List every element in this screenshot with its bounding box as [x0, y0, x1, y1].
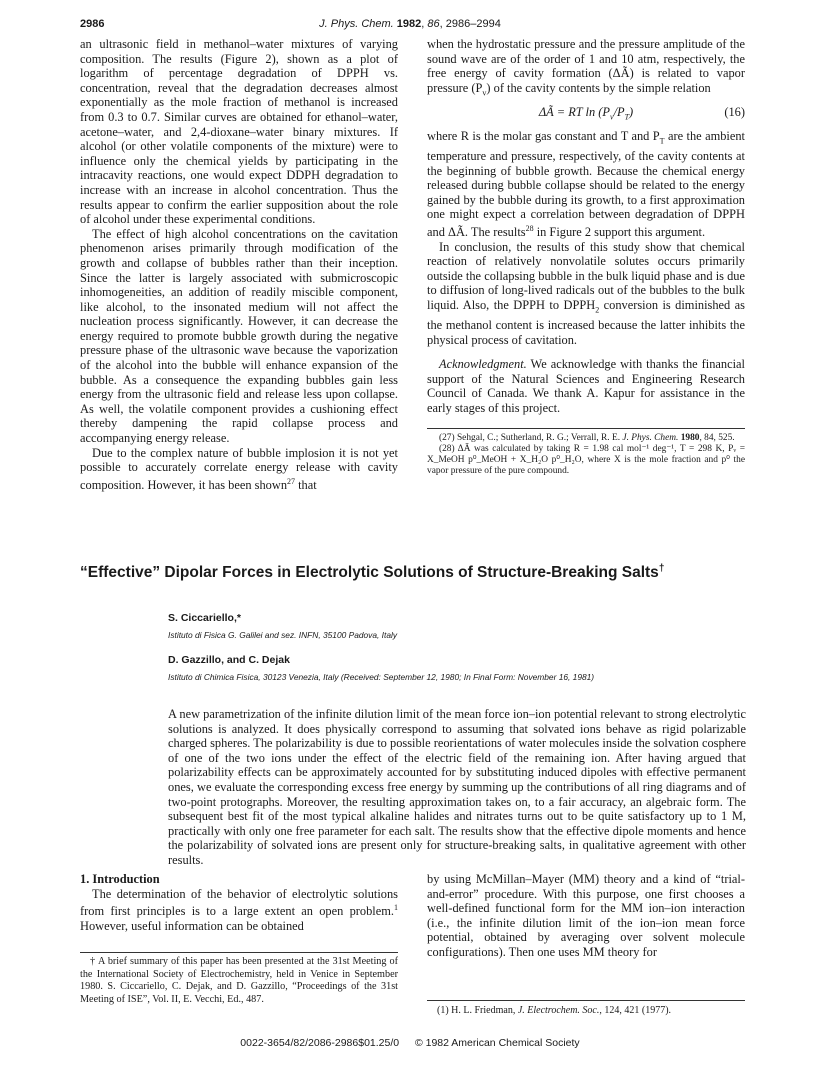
journal-name: J. Phys. Chem. [319, 18, 394, 30]
page-number: 2986 [80, 18, 105, 30]
journal-pages: , 2986–2994 [439, 18, 501, 30]
article-title: “Effective” Dipolar Forces in Electrolytic Solutions of Structure-Breaking Salts† [80, 563, 665, 582]
paragraph: The determination of the behavior of electrolytic solutions from first principles is to a large extent an open problem.$^1$ However, useful information can be obtained [80, 886, 398, 933]
intro-right-column [427, 872, 745, 960]
journal-volume: 86 [427, 18, 440, 30]
citation-ref: 28 [525, 223, 534, 233]
acknowledgment-label: Acknowledgment. [439, 357, 527, 372]
author-line-1: S. Ciccariello,* [168, 612, 241, 624]
title-dagger: † [658, 563, 665, 574]
footnote-rule [427, 1000, 745, 1001]
author-line-2: D. Gazzillo, and C. Dejak [168, 654, 290, 666]
paragraph: an ultrasonic field in methanol–water mixtures of varying composition. The results (Figure 2), shown as a plot of logarithm of percentage degradation of DPPH vs. concentration, reveal that the degradation decreases almost exponentially as the mole fraction of methanol is increased from 0.3 to 0.7. Similar curves are obtained for ethanol–water, acetone–water, and 2,4-dioxane–water binary mixtures. If alcohol (or other volatile components of the mixture) were to influence only the chemical yields by participating in the intracavity reactions, one would expect DDPH degradation to increase with an increase in alcohol concentration. Thus the results appear to confirm the earlier supposition about the role of alcohol under these experimental conditions. [80, 37, 398, 227]
paragraph: by using McMillan–Mayer (MM) theory and a kind of “trial-and-error” procedure. With this purpose, one first chooses a well-defined functional form for the MM ion–ion interaction (i.e., the infinite dilution limit of the ion–ion mean force potential, obtained by averaging over solvent molecule configurations). Then one uses MM theory for [427, 872, 745, 959]
acknowledgment: Acknowledgment. We acknowledge with thanks the financial support of the Natural Sciences and Engineering Research Council of Canada. We thank A. Kapur for assistance in the early stages of this project. [427, 357, 745, 416]
affiliation-2: Istituto di Chimica Fisica, 30123 Venezia, Italy (Received: September 12, 1980; In Final Form: November 16, 1981) [168, 672, 595, 682]
footnote-dagger: † A brief summary of this paper has been presented at the 31st Meeting of the International Society of Electrochemistry, held in Venice in September 1980. S. Ciccariello, C. Dejak, and D. Gazzillo, “Proceedings of the 31st Meeting of ISE”, Vol. II, E. Vecchi, Ed., 487. [80, 956, 398, 1005]
running-header: J. Phys. Chem. 1982, 86, 2986–2994 [319, 18, 501, 30]
intro-left-column [80, 872, 398, 934]
footnote-rule [427, 428, 745, 429]
affiliation-1: Istituto di Fisica G. Galilei and sez. INFN, 35100 Padova, Italy [168, 630, 398, 640]
equation-number: (16) [724, 104, 745, 119]
paragraph: when the hydrostatic pressure and the pressure amplitude of the sound wave are of the order of 1 and 10 atm, respectively, the free energy of cavity formation (ΔÃ) is related to vapor pressure $(P_v)$ of the cavity contents by the simple relation [427, 37, 745, 98]
footnote-27: (27) Sehgal, C.; Sutherland, R. G.; Verrall, R. E. J. Phys. Chem. 1980, 84, 525. [439, 433, 735, 443]
citation-ref: 1 [394, 903, 398, 913]
citation-ref: 27 [287, 476, 296, 486]
journal-year: 1982 [396, 18, 422, 30]
copyright-notice: © 1982 American Chemical Society [414, 1037, 580, 1049]
prev-article-footnotes [427, 433, 745, 477]
paragraph: where R is the molar gas constant and T and $P_T$ are the ambient temperature and pressure, respectively, of the cavity contents at the beginning of bubble growth. Because the chemical energy released during bubble collapse should be related to the energy gained by the bubble during its growth, to a first approximation one might expect a correlation between degradation of DPPH and ΔÃ. The results$^{28}$ in Figure 2 support this argument. [427, 128, 746, 240]
prev-article-left-column [80, 37, 398, 493]
page-footer [0, 1037, 820, 1049]
prev-article-right-column [427, 37, 745, 416]
footnote-1: (1) H. L. Friedman, J. Electrochem. Soc., 124, 421 (1977). [437, 1005, 672, 1016]
article-code: 0022-3654/82/2086-2986$01.25/0 [240, 1037, 400, 1049]
paragraph: Due to the complex nature of bubble implosion it is not yet possible to accurately correlate energy release with cavity composition. However, it has been shown$^{27}$ that [80, 445, 398, 492]
abstract: A new parametrization of the infinite dilution limit of the mean force ion–ion potential relevant to strong electrolytic solutions is analyzed. It does physically correspond to assuming that solvated ions behave as rigid polarizable charged spheres. The polarizability is due to possible reorientations of water molecules inside the solvation cosphere of one of the two ions under the effect of the electric field of the remaining ion. After having argued that polarizability effects can be approximately accounted for by substituting induced dipoles with effective permanent ones, we evaluate the corresponding excess free energy by summing up the contributions of all ring diagrams and of two-point protographs. Moreover, the resulting approximation takes on, to a fair accuracy, an algebraic form. The subsequent best fit of the most typical alkaline halides and nitrates turns out to be quite satisfactory up to 1 M, practically with only one free parameter for each salt. The results show that the effective dipole moments and hence the polarizability of solvated ions are present only for structure-breaking salts, in qualitative agreement with other results. [168, 707, 746, 867]
footnote-rule [80, 952, 398, 953]
footnote-28: (28) ΔÃ was calculated by taking R = 1.98 cal mol⁻¹ deg⁻¹, T = 298 K, Pᵥ = X_MeOH p⁰_MeOH + X_H₂O p⁰_H₂O, where X is the mole fraction and p⁰ the vapor pressure of the pure compound. [427, 444, 745, 476]
section-heading: 1. Introduction [80, 872, 160, 886]
equation-16: ΔÃ = RT $\ln (P_v/P_T)$ (16) [538, 104, 745, 122]
paragraph: The effect of high alcohol concentrations on the cavitation phenomenon arises primarily through modification of the growth and collapse of bubbles rather than their inception. Since the latter is largely associated with submicroscopic inhomogeneities, an addition of readily miscible component, like alcohol, to the insonated medium will not affect the nucleation process significantly. However, it can decrease the energy required to promote bubble growth during the negative pressure phase of the ultrasonic wave because the vaporization of the alcohol into the bubble will enhance expansion of the bubble. As a consequence the expanding bubbles gain less energy from the ultrasonic field and release less upon collapse. As well, the volatile component provides a cushioning effect thereby dampening the rapid collapse process and accompanying energy release. [80, 226, 398, 446]
paragraph: In conclusion, the results of this study show that chemical reaction of relatively nonvolatile solutes occurs primarily outside the collapsing bubble in the bulk liquid phase and is due to diffusion of long-lived radicals out of the bubbles to the bulk liquid. Also, the DPPH to $DPPH_2$ conversion is diminished as the methanol content is increased because the latter inhibits the physical process of cavitation. [427, 239, 746, 347]
